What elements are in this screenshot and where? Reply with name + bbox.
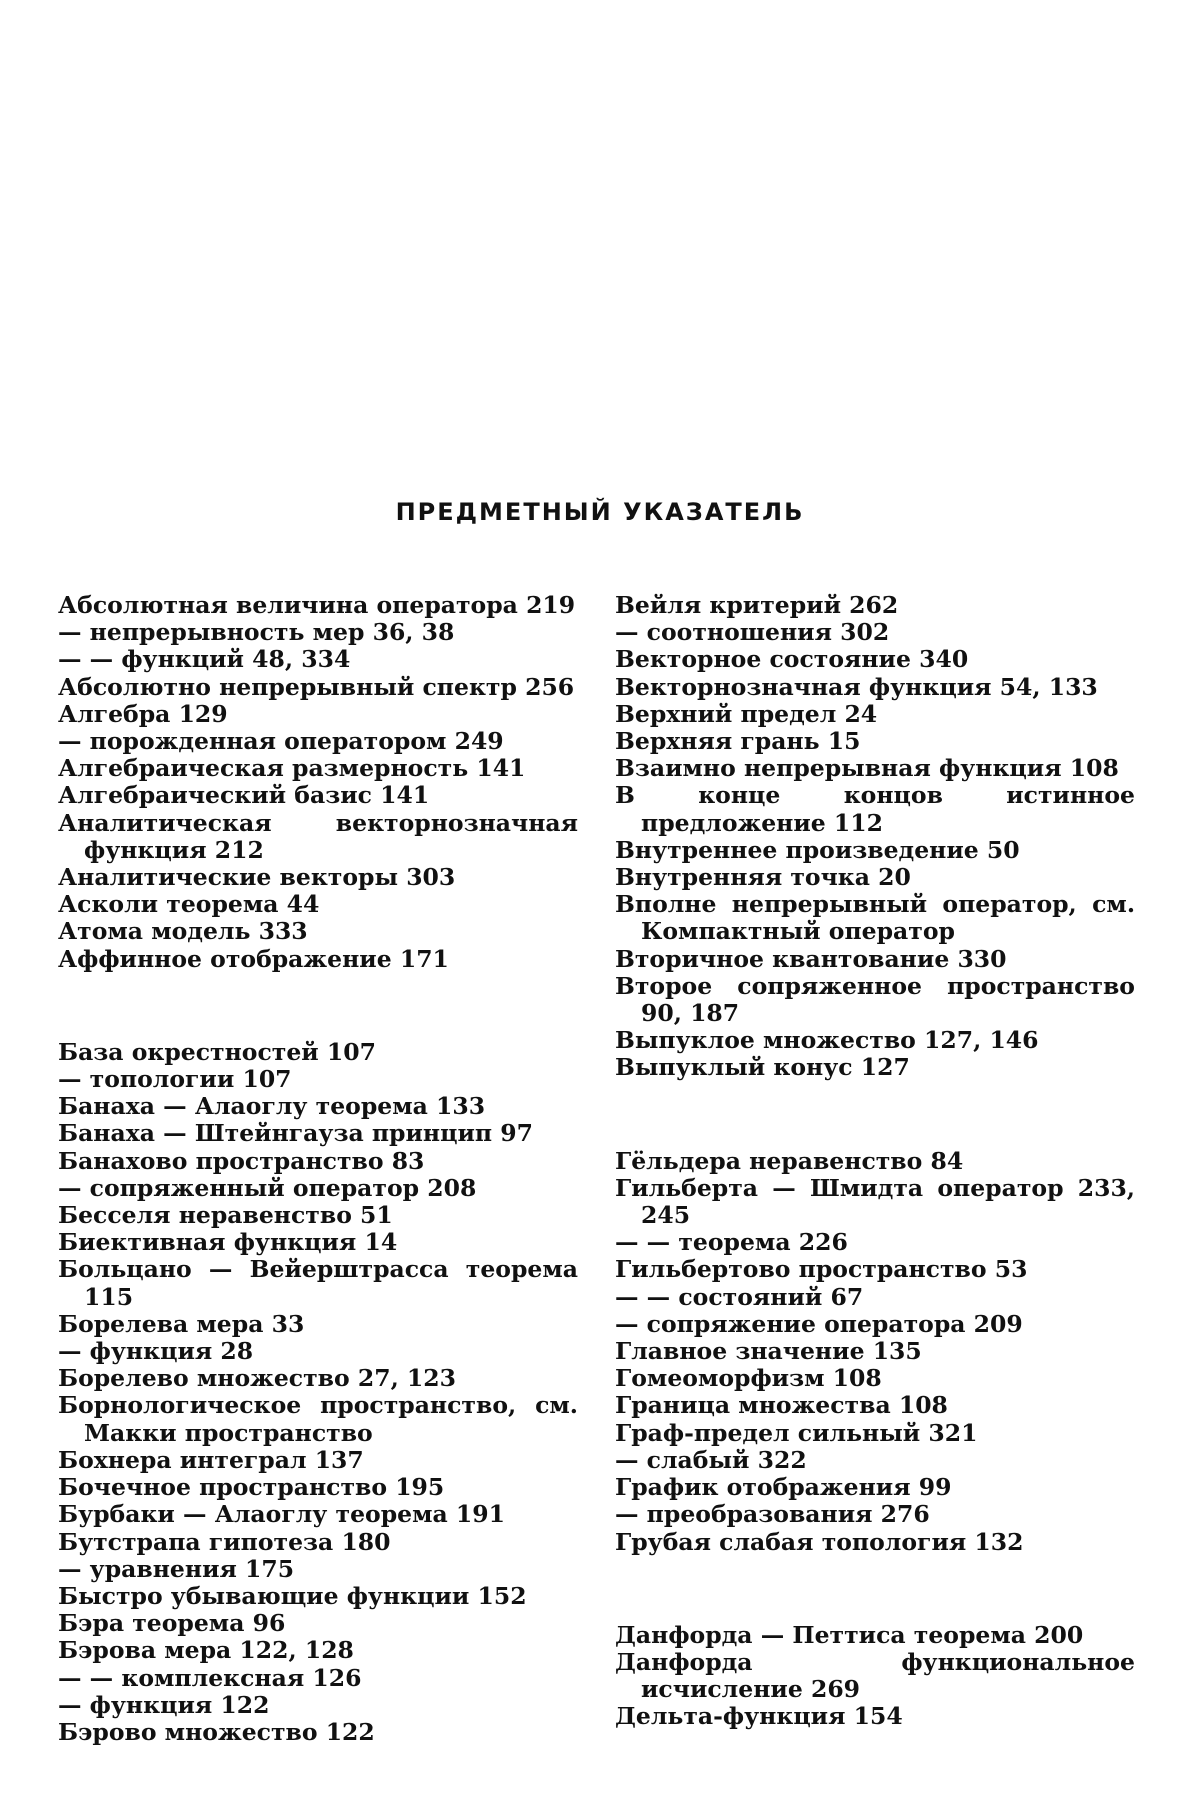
index-entry: Бочечное пространство 195 xyxy=(58,1473,445,1502)
index-entry: Бэра теорема 96 xyxy=(58,1609,286,1638)
index-entry: Борнологическое пространство, см. Макки пространство xyxy=(58,1391,578,1447)
index-entry: База окрестностей 107 xyxy=(58,1037,376,1066)
index-entry: — слабый 322 xyxy=(615,1445,807,1474)
index-entry: Векторное состояние 340 xyxy=(615,645,969,674)
index-entry: Верхняя грань 15 xyxy=(615,727,861,756)
index-entry: Атома модель 333 xyxy=(58,917,308,946)
index-entry: Данфорда функциональное исчисление 269 xyxy=(615,1647,1135,1704)
index-entry: Аналитические векторы 303 xyxy=(58,863,456,892)
index-entry: — сопряжение оператора 209 xyxy=(615,1309,1023,1338)
index-entry: Гёльдера неравенство 84 xyxy=(615,1146,964,1175)
index-entry: Быстро убывающие функции 152 xyxy=(58,1581,527,1610)
index-entry: — непрерывность мер 36, 38 xyxy=(58,618,455,647)
index-entry: Выпуклый конус 127 xyxy=(615,1053,910,1082)
index-entry: Асколи теорема 44 xyxy=(58,890,320,919)
index-entry: Бэрова мера 122, 128 xyxy=(58,1636,354,1665)
index-column-left xyxy=(58,592,578,1746)
index-letter-group xyxy=(615,1148,1135,1556)
index-entry: Гильбертово пространство 53 xyxy=(615,1255,1028,1284)
index-entry: — функция 122 xyxy=(58,1690,270,1719)
index-entry: — порожденная оператором 249 xyxy=(58,727,504,756)
index-letter-group xyxy=(615,1622,1135,1731)
index-entry: Бутстрапа гипотеза 180 xyxy=(58,1527,391,1556)
index-entry: Грубая слабая топология 132 xyxy=(615,1527,1024,1556)
index-entry: Абсолютно непрерывный спектр 256 xyxy=(58,672,575,701)
index-entry: Выпуклое множество 127, 146 xyxy=(615,1026,1039,1055)
index-entry: Банахово пространство 83 xyxy=(58,1146,425,1175)
index-entry: Больцано — Вейерштрасса теорема 115 xyxy=(58,1255,578,1311)
index-entry: — — функций 48, 334 xyxy=(58,645,351,674)
index-entry: Внутренняя точка 20 xyxy=(615,863,911,892)
index-entry: Аналитическая векторнозначная функция 212 xyxy=(58,808,578,864)
index-entry: Вполне непрерывный оператор, см. Компактный оператор xyxy=(615,890,1135,946)
index-entry: Гильберта — Шмидта оператор 233, 245 xyxy=(615,1173,1135,1230)
index-entry: Верхний предел 24 xyxy=(615,699,878,728)
index-entry: Алгебраический базис 141 xyxy=(58,781,430,810)
index-column-right xyxy=(615,592,1135,1731)
page-title: ПРЕДМЕТНЫЙ УКАЗАТЕЛЬ xyxy=(395,498,805,526)
index-entry: Банаха — Штейнгауза принцип 97 xyxy=(58,1119,533,1148)
index-entry: Аффинное отображение 171 xyxy=(58,944,449,973)
index-entry: Векторнозначная функция 54, 133 xyxy=(615,672,1098,701)
index-entry: Данфорда — Петтиса теорема 200 xyxy=(615,1620,1084,1649)
index-entry: Алгебраическая размерность 141 xyxy=(58,754,526,783)
index-entry: Вейля критерий 262 xyxy=(615,591,899,619)
index-entry: — — теорема 226 xyxy=(615,1228,848,1257)
index-entry: Главное значение 135 xyxy=(615,1337,922,1366)
index-entry: — топологии 107 xyxy=(58,1065,292,1094)
index-letter-group xyxy=(615,592,1135,1082)
index-entry: — — состояний 67 xyxy=(615,1282,864,1311)
index-entry: Абсолютная величина оператора 219 xyxy=(58,591,576,619)
index-entry: — соотношения 302 xyxy=(615,618,890,647)
index-entry: — — комплексная 126 xyxy=(58,1663,362,1692)
index-entry: Алгебра 129 xyxy=(58,699,228,728)
index-entry: — функция 28 xyxy=(58,1337,254,1366)
index-entry: Внутреннее произведение 50 xyxy=(615,835,1020,864)
index-entry: — сопряженный оператор 208 xyxy=(58,1173,477,1202)
index-entry: Бэрово множество 122 xyxy=(58,1717,375,1746)
index-entry: Взаимно непрерывная функция 108 xyxy=(615,754,1119,783)
index-entry: Банаха — Алаоглу теорема 133 xyxy=(58,1092,486,1121)
index-entry: Граф-предел сильный 321 xyxy=(615,1418,978,1447)
index-entry: Гомеоморфизм 108 xyxy=(615,1364,882,1393)
index-entry: Борелево множество 27, 123 xyxy=(58,1364,456,1393)
index-entry: Борелева мера 33 xyxy=(58,1309,305,1338)
index-entry: Дельта-функция 154 xyxy=(615,1702,903,1731)
index-entry: Бурбаки — Алаоглу теорема 191 xyxy=(58,1500,505,1529)
index-entry: — преобразования 276 xyxy=(615,1500,930,1529)
index-entry: Биективная функция 14 xyxy=(58,1228,398,1257)
index-entry: Вторичное квантование 330 xyxy=(615,944,1007,973)
index-entry: — уравнения 175 xyxy=(58,1554,295,1583)
index-entry: В конце концов истинное предложение 112 xyxy=(615,781,1135,837)
index-entry: График отображения 99 xyxy=(615,1473,952,1502)
index-letter-group xyxy=(58,1039,578,1746)
index-entry: Второе сопряженное пространство 90, 187 xyxy=(615,971,1135,1028)
index-entry: Граница множества 108 xyxy=(615,1391,948,1420)
index-entry: Бохнера интеграл 137 xyxy=(58,1445,364,1474)
index-entry: Бесселя неравенство 51 xyxy=(58,1201,393,1230)
index-letter-group xyxy=(58,592,578,973)
